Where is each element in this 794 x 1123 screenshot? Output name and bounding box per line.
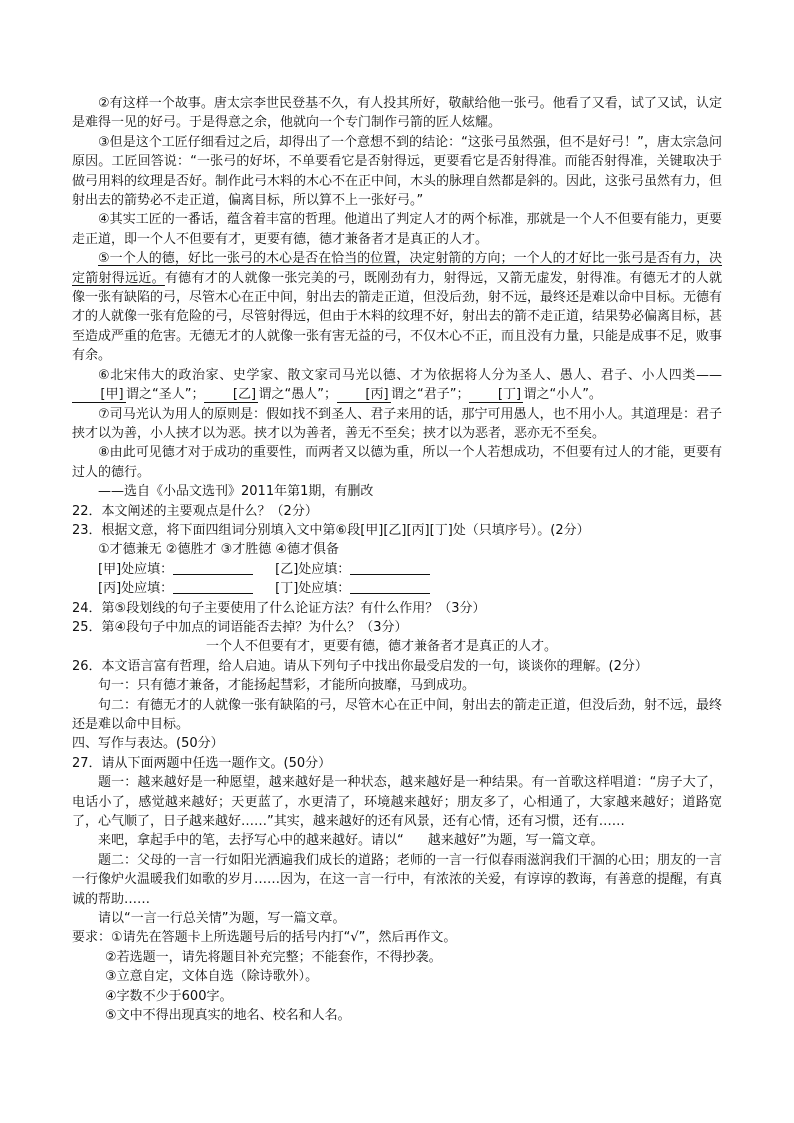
blank-yi: [乙] [204,387,258,403]
topic-1-prompt-a: 来吧，拿起手中的笔，去抒写心中的越来越好。请以“ [98,833,404,849]
blank-jia: [甲] [72,387,126,403]
question-27: 27．请从下面两题中任选一题作文。(50分） [72,755,332,771]
paragraph-6 [72,366,722,405]
answer-line-jia[interactable] [173,560,253,575]
question-24: 24．第⑤段划线的句子主要使用了什么论证方法？有什么作用？（3分） [72,600,486,616]
source-note: ——选自《小品文选刊》2011年第1期，有删改 [98,484,374,500]
paragraph-7: ⑦司马光认为用人的原则是：假如找不到圣人、君子来用的话，那宁可用愚人，也不用小人。其道理是：君子挟才以为善，小人挟才以为恶。挟才以为善者，善无不至矣；挟才以为恶者，恶亦无不至矣。 [72,406,722,441]
paragraph-5-rest: 有德有才的人就像一张完美的弓，既刚劲有力，射得远，又箭无虚发，射得准。有德无才的人就像一张有缺陷的弓，尽管木心在正中间，射出去的箭走正道，但没后劲，射不远，最终还是难以命中目标。无德有才的人就像一张有危险的弓，尽管射得远，但由于木料的纹理不好，射出去的箭不走正道，结果势必偏离目标，甚至造成严重的危害。无德无才的人就像一张有害无益的弓，不仅木心不正，而且没有力量，只能是成事不足，败事有余。 [72,270,723,364]
requirement-4: ④字数不少于600字。 [105,988,233,1004]
requirement-2: ②若选题一，请先将题目补充完整；不能套作，不得抄袭。 [105,949,442,965]
paragraph-3: ③但是这个工匠仔细看过之后，却得出了一个意想不到的结论：“这张弓虽然强，但不是好弓！”，唐太宗急问原因。工匠回答说：“一张弓的好坏，不单要看它是否射得远，更要看它是否射得准。而能否射得准，关键取决于做弓用料的纹理是否好。制作此弓木料的木心不在正中间，木头的脉理自然都是斜的。因此，这张弓虽然有力，但射出去的箭势必不走正道，偏离目标，所以算不上一张好弓。” [72,134,723,209]
paragraph-5 [72,249,722,365]
requirement-3: ③立意自定，文体自选（除诗歌外）。 [105,969,319,985]
paragraph-6-c: 谓之“愚人”； [258,387,337,403]
requirement-5: ⑤文中不得出现真实的地名、校名和人名。 [105,1008,351,1024]
question-23: 23．根据文意，将下面四组词分别填入文中第⑥段[甲][乙][丙][丁]处（只填序号）。(2分） [72,522,590,538]
paragraph-2: ②有这样一个故事。唐太宗李世民登基不久，有人投其所好，敬献给他一张弓。他看了又看，试了又试，认定是难得一见的好弓。于是得意之余，他就向一个专门制作弓箭的匠人炫耀。 [72,96,722,131]
question-26: 26．本文语言富有哲理，给人启迪。请从下列句子中找出你最受启发的一句，谈谈你的理解。(2分） [72,658,648,674]
fill-row-1 [72,560,722,579]
essay-topic-1-prompt [72,831,722,850]
fill-label-yi: [乙]处应填： [275,561,351,577]
essay-topic-2: 题二：父母的一言一行如阳光洒遍我们成长的道路；老师的一言一行似春雨滋润我们干涸的心田；朋友的一言一行像炉火温暖我们如歌的岁月……因为，在这一言一行中，有浓浓的关爱，有谆谆的教诲，有善意的提醒，有真诚的帮助…… [72,852,723,907]
document-page [72,94,722,1026]
question-25-quote: 一个人不但要有才，更要有德，德才兼备者才是真正的人才。 [206,639,558,655]
question-25: 25．第④段句子中加点的词语能否去掉？为什么？（3分） [72,619,408,635]
paragraph-6-intro: ⑥北宋伟大的政治家、史学家、散文家司马光以德、才为依据将人分为圣人、愚人、君子、小人四类—— [98,367,722,383]
blank-ding: [丁] [469,387,523,403]
question-26-sentence-2: 句二：有德无才的人就像一张有缺陷的弓，尽管木心在正中间，射出去的箭走正道，但没后劲，射不远，最终还是难以命中目标。 [72,697,723,732]
paragraph-6-d: 谓之“君子”； [390,387,470,403]
essay-topic-1: 题一：越来越好是一种愿望，越来越好是一种状态，越来越好是一种结果。有一首歌这样唱道：“房子大了，电话小了，感觉越来越好；天更蓝了，水更清了，环境越来越好；朋友多了，心相通了，大家越来越好；道路宽了，心气顺了，日子越来越好……”其实，越来越好的还有风景，还有心情，还有习惯，还有…… [72,775,722,830]
fill-label-jia: [甲]处应填： [98,561,174,577]
topic-1-prompt-b: 越来越好”为题，写一篇文章。 [427,833,604,849]
fill-row-2 [72,579,722,598]
answer-line-yi[interactable] [350,560,430,575]
fill-label-bing: [丙]处应填： [98,581,174,597]
fill-label-ding: [丁]处应填： [275,581,351,597]
underlined-sentence: ⑤一个人的德，好比一张弓的木心是否在恰当的位置，决定射箭的方向；一个人的才好比一张弓是否有力，决定箭射得远近。 [72,251,722,286]
blank-bing: [丙] [337,387,391,403]
essay-topic-2-prompt: 请以“一言一行总关情”为题，写一篇文章。 [98,911,346,927]
question-23-options: ①才德兼无 ②德胜才 ③才胜德 ④德才俱备 [98,542,340,558]
paragraph-8: ⑧由此可见德才对于成功的重要性，而两者又以德为重，所以一个人若想成功，不但要有过人的才能，更要有过人的德行。 [72,445,722,480]
paragraph-6-e: 谓之“小人”。 [523,387,602,403]
paragraph-6-b: 谓之“圣人”； [126,387,205,403]
requirement-1: 要求：①请先在答题卡上所选题号后的括号内打“√”，然后再作文。 [72,930,457,946]
question-22: 22．本文阐述的主要观点是什么？（2分） [72,503,318,519]
question-26-sentence-1: 句一：只有德才兼备，才能扬起彗彩，才能所向披靡，马到成功。 [98,678,476,694]
paragraph-4: ④其实工匠的一番话，蕴含着丰富的哲理。他道出了判定人才的两个标准，那就是一个人不但要有能力，更要走正道，即一个人不但要有才，更要有德，德才兼备者才是真正的人才。 [72,212,722,247]
answer-line-bing[interactable] [173,579,253,594]
section-4-heading: 四、写作与表达。(50分） [72,736,224,752]
answer-line-ding[interactable] [350,579,430,594]
